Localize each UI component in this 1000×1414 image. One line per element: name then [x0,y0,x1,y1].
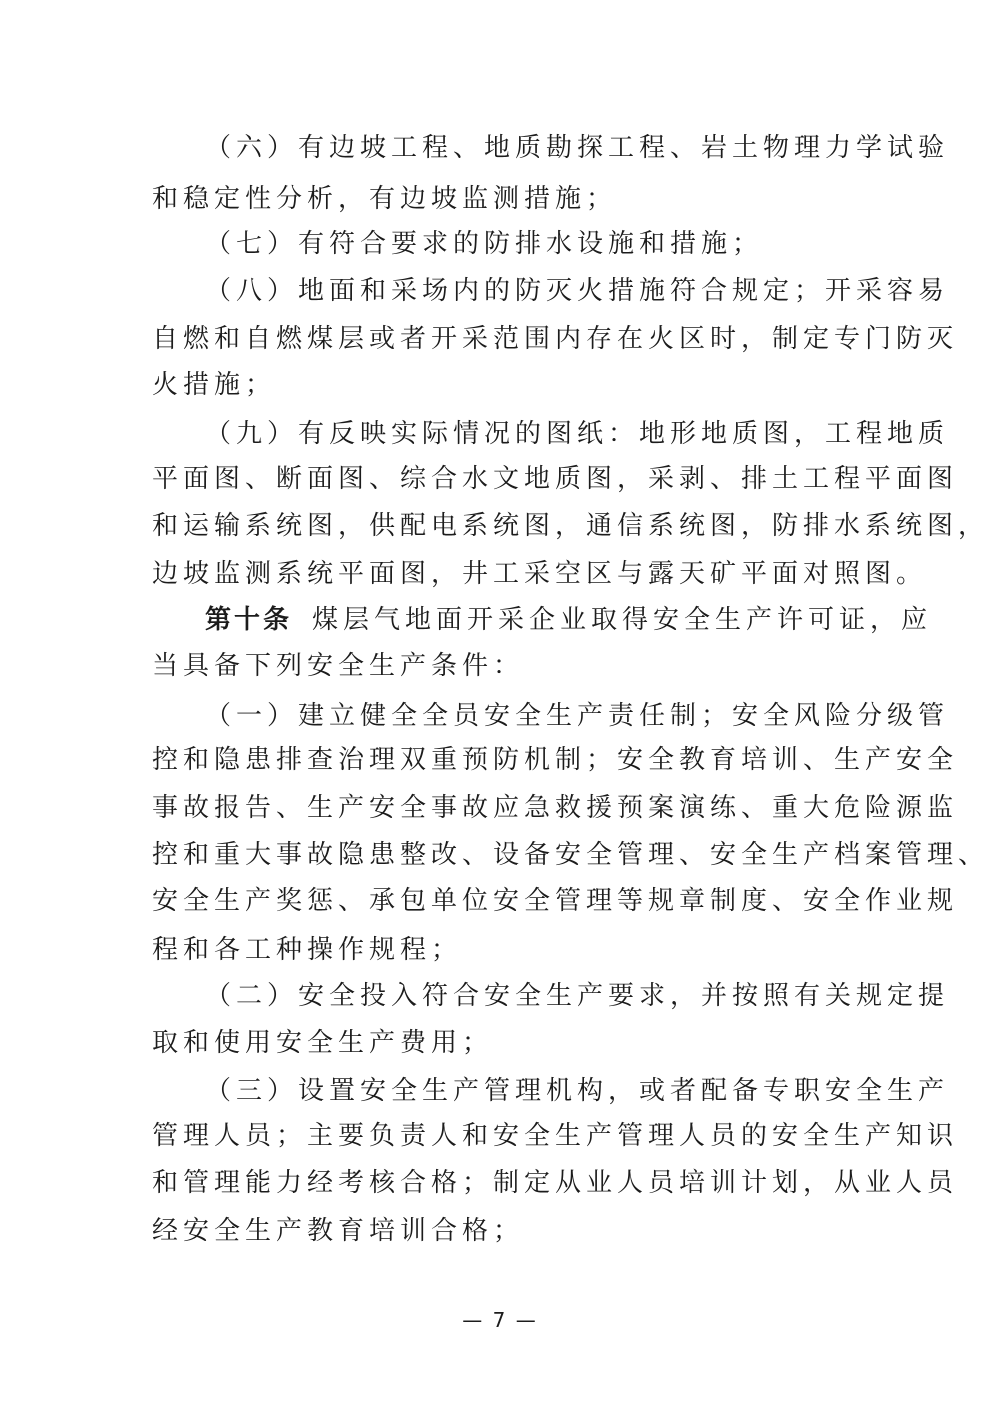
text-line: 火措施； [152,370,277,400]
article-text: 煤层气地面开采企业取得安全生产许可证，应 [312,605,933,635]
article-line [205,604,933,636]
text-line: （三）设置安全生产管理机构，或者配备专职安全生产 [205,1076,950,1106]
text-line: 边坡监测系统平面图，井工采空区与露天矿平面对照图。 [152,559,928,589]
text-line: 和管理能力经考核合格；制定从业人员培训计划，从业人员 [152,1168,959,1198]
text-line: （八）地面和采场内的防灭火措施符合规定；开采容易 [205,276,950,306]
text-line: 控和重大事故隐患整改、设备安全管理、安全生产档案管理、 [152,840,990,870]
text-line: 控和隐患排查治理双重预防机制；安全教育培训、生产安全 [152,745,959,775]
text-line: 经安全生产教育培训合格； [152,1216,525,1246]
text-line: 程和各工种操作规程； [152,935,463,965]
text-line: 事故报告、生产安全事故应急救援预案演练、重大危险源监 [152,793,959,823]
text-line: （九）有反映实际情况的图纸：地形地质图，工程地质 [205,419,950,449]
text-line: 平面图、断面图、综合水文地质图，采剥、排土工程平面图 [152,464,959,494]
text-line: 取和使用安全生产费用； [152,1028,494,1058]
text-line: 自燃和自燃煤层或者开采范围内存在火区时，制定专门防灭 [152,324,959,354]
text-line: 和稳定性分析，有边坡监测措施； [152,184,618,214]
text-line: 和运输系统图，供配电系统图，通信系统图，防排水系统图， [152,511,990,541]
text-line: （一）建立健全全员安全生产责任制；安全风险分级管 [205,701,950,731]
text-line: （二）安全投入符合安全生产要求，并按照有关规定提 [205,981,950,1011]
text-line: （七）有符合要求的防排水设施和措施； [205,229,764,259]
text-line: （六）有边坡工程、地质勘探工程、岩土物理力学试验 [205,133,950,163]
article-heading: 第十条 [205,605,293,635]
page-number: — 7 — [462,1308,538,1332]
text-line: 安全生产奖惩、承包单位安全管理等规章制度、安全作业规 [152,886,959,916]
text-line: 当具备下列安全生产条件： [152,651,525,681]
text-line: 管理人员；主要负责人和安全生产管理人员的安全生产知识 [152,1121,959,1151]
